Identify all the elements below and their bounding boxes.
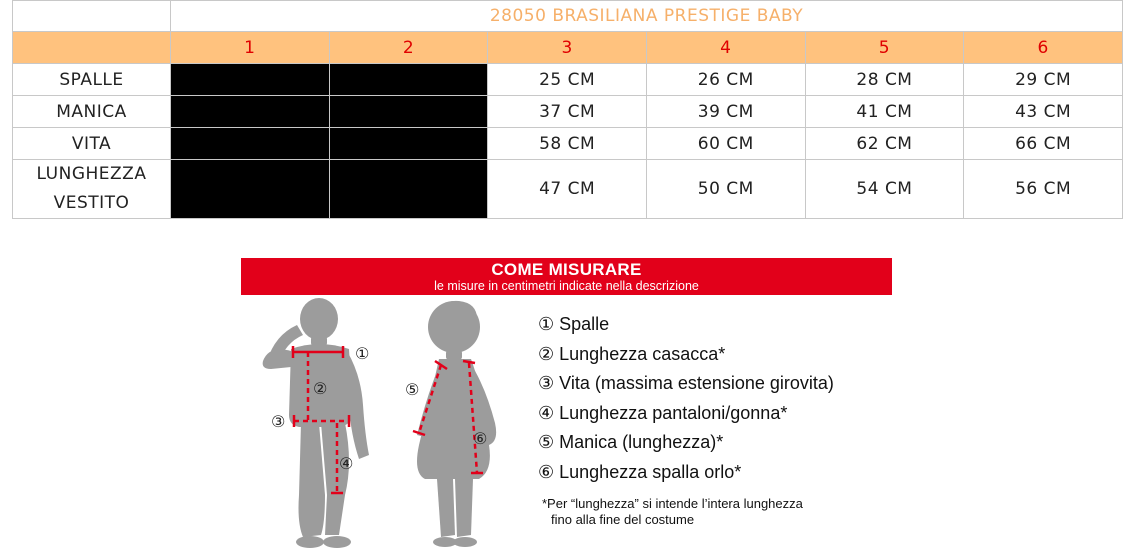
legend-item: ② Lunghezza casacca* [538,343,726,364]
measure-legend [538,310,834,487]
value-cell: 37 CM [488,96,647,128]
length-note-line2: fino alla fine del costume [551,512,695,527]
value-cell: 62 CM [805,128,964,160]
size-header-3: 3 [488,32,647,64]
unavailable-cell [329,160,488,219]
product-title: 28050 BRASILIANA PRESTIGE BABY [171,1,1123,32]
legend-item: ⑤ Manica (lunghezza)* [538,432,724,452]
table-row [13,128,1123,160]
row-label [13,160,171,219]
marker-2: ② [313,379,328,398]
size-header-2: 2 [329,32,488,64]
unavailable-cell [171,128,330,160]
size-header-1: 1 [171,32,330,64]
value-cell: 58 CM [488,128,647,160]
legend-item: ① Spalle [538,314,610,334]
legend-item: ⑥ Lunghezza spalla orlo* [538,461,742,482]
row-label-line2: VESTITO [53,193,130,213]
measure-figures [241,295,541,552]
marker-6: ⑥ [473,429,488,448]
row-label: MANICA [13,96,171,128]
how-to-measure-title: COME MISURARE [491,260,642,279]
how-to-measure-panel [241,258,892,552]
marker-1: ① [355,344,370,363]
unavailable-cell [329,96,488,128]
how-to-measure-subtitle: le misure in centimetri indicate nella descrizione [434,279,699,293]
value-cell: 25 CM [488,64,647,96]
value-cell: 66 CM [964,128,1123,160]
child-side-figure [417,301,496,547]
corner-cell [13,1,171,32]
length-note [542,496,803,528]
marker-4: ④ [339,454,354,473]
size-header-blank [13,32,171,64]
size-header-5: 5 [805,32,964,64]
value-cell: 50 CM [646,160,805,219]
row-label: SPALLE [13,64,171,96]
value-cell: 28 CM [805,64,964,96]
value-cell: 56 CM [964,160,1123,219]
unavailable-cell [329,128,488,160]
legend-item: ③ Vita (massima estensione girovita) [538,373,834,393]
unavailable-cell [171,64,330,96]
unavailable-cell [329,64,488,96]
table-row [13,64,1123,96]
unavailable-cell [171,160,330,219]
unavailable-cell [171,96,330,128]
table-row [13,96,1123,128]
value-cell: 43 CM [964,96,1123,128]
row-label: VITA [13,128,171,160]
table-row [13,160,1123,219]
value-cell: 39 CM [646,96,805,128]
size-header-6: 6 [964,32,1123,64]
marker-3: ③ [271,412,286,431]
row-label-line1: LUNGHEZZA [36,164,147,184]
value-cell: 54 CM [805,160,964,219]
value-cell: 29 CM [964,64,1123,96]
legend-item: ④ Lunghezza pantaloni/gonna* [538,402,788,423]
size-header-4: 4 [646,32,805,64]
how-to-measure-banner [241,258,892,295]
value-cell: 60 CM [646,128,805,160]
marker-5: ⑤ [405,380,420,399]
value-cell: 47 CM [488,160,647,219]
value-cell: 41 CM [805,96,964,128]
value-cell: 26 CM [646,64,805,96]
length-note-line1: *Per “lunghezza” si intende l’intera lunghezza [542,496,803,511]
size-table [12,0,1123,219]
size-header-row [13,32,1123,64]
